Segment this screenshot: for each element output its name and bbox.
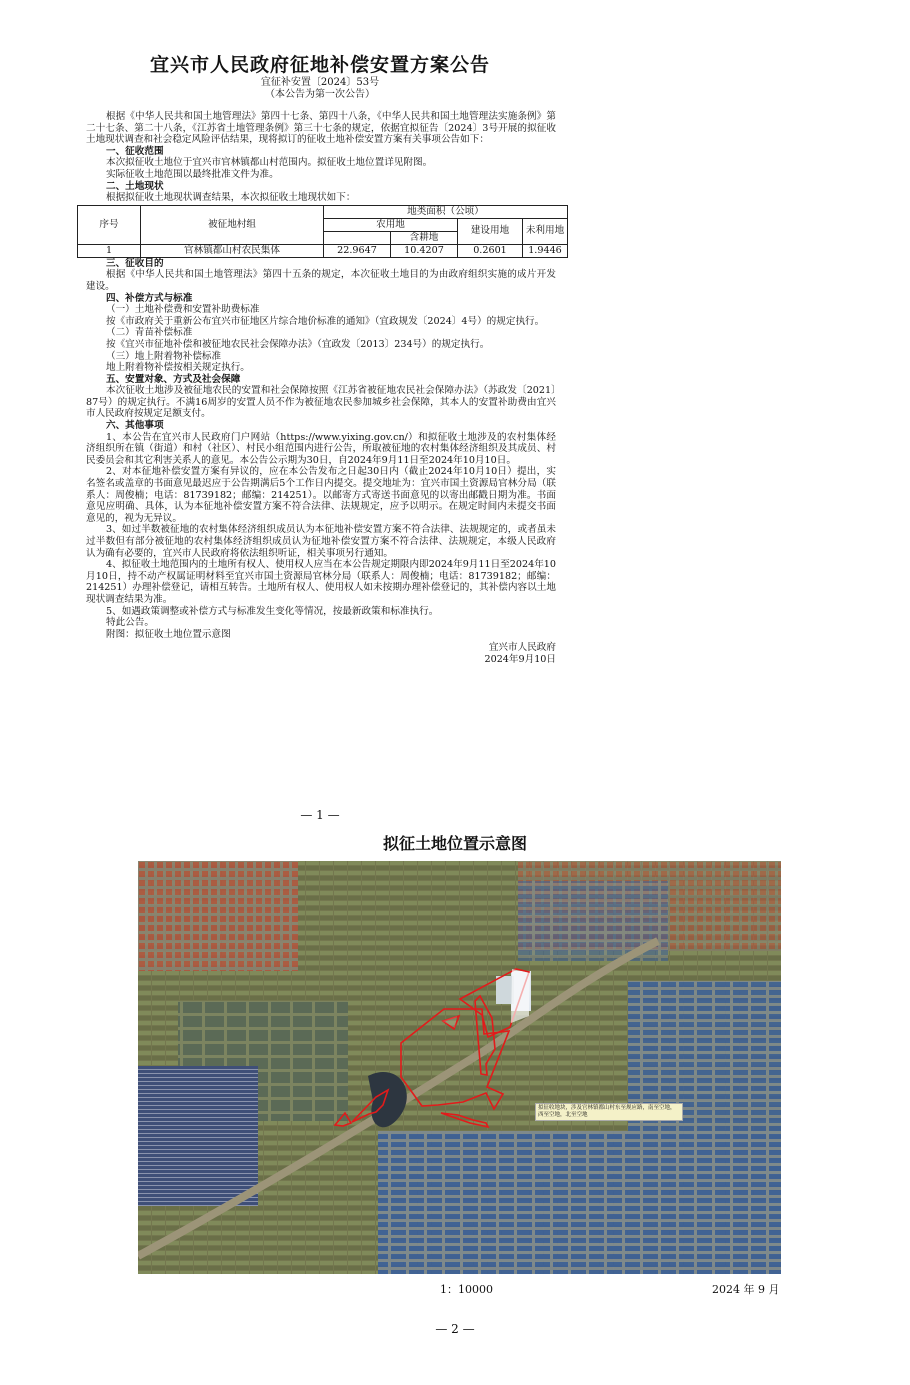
attachment-note: 附图：拟征收土地位置示意图 xyxy=(106,628,231,640)
section-heading: 三、征收目的 xyxy=(106,257,164,269)
map-scale: 1：10000 xyxy=(440,1283,493,1296)
paragraph: 本次拟征收土地位于宜兴市官林镇都山村范围内。拟征收土地位置详见附图。 xyxy=(106,157,433,169)
section-heading: 六、其他事项 xyxy=(106,420,164,432)
industrial-area xyxy=(378,1131,781,1274)
village-area xyxy=(138,861,298,971)
paragraph: 本次征收土地涉及被征地农民的安置和社会保障按照《江苏省被征地农民社会保障办法》（苏政发〔2021〕87号）的规定执行。不满16周岁的安置人员不作为被征地农民参加城乡社会保障，其本人的安置补助费由宜兴市人民政府按规定足额支付。 xyxy=(86,385,556,420)
map-title: 拟征土地位置示意图 xyxy=(382,834,527,853)
building xyxy=(496,976,514,1004)
section-heading: 四、补偿方式与标准 xyxy=(106,292,193,304)
paragraph: 实际征收土地范围以最终批准文件为准。 xyxy=(106,168,279,180)
list-item: 3、如过半数被征地的农村集体经济组织成员认为本征地补偿安置方案不符合法律、法规规定的，或者虽未过半数但有部分被征地的农村集体经济组织成员认为征地补偿安置方案不符合法律、法规规定，本级人民政府认为确有必要的，宜兴市人民政府将依法组织听证，相关事项另行通知。 xyxy=(86,524,556,559)
paragraph: 根据《中华人民共和国土地管理法》第四十五条的规定，本次征收土地目的为由政府组织实施的成片开发建设。 xyxy=(86,269,556,292)
notice-title: 宜兴市人民政府征地补偿安置方案公告 xyxy=(149,54,490,76)
list-item: 1、本公告在宜兴市人民政府门户网站（https://www.yixing.gov.cn/）和拟征收土地涉及的农村集体经济组织所在镇（街道）和村（社区）、村民小组范围内进行公告，所取被征地的农村集体经济组织及其成员、村民委员会和其它利害关系人的意见。本公告公示期为30日，自2024年9月11日至2024年10月10日。 xyxy=(86,431,556,466)
map-date: 2024 年 9 月 xyxy=(712,1283,780,1296)
table-cell: 10.4207 xyxy=(391,244,458,257)
page-number: — 1 — xyxy=(300,808,340,822)
list-item: 4、拟征收土地范围内的土地所有权人、使用权人应当在本公告规定期限内即2024年9月11日至2024年10月10日，持不动产权属证明材料至宜兴市国土资源局官林分局（联系人：周俊楠；电话：81739182；邮编：214251）办理补偿登记，请相互转告。土地所有权人、使用权人如未按期办理补偿登记的，其补偿内容以土地现状调查结果为准。 xyxy=(86,559,557,605)
closing: 特此公告。 xyxy=(106,617,154,629)
list-item: 2、对本征地补偿安置方案有异议的，应在本公告发布之日起30日内（截止2024年10月10日）提出，实名签名或盖章的书面意见最迟应于公告期满后5个工作日内提交。提交地址为：宜兴市国土资源局官林分局（联系人：周俊楠；电话：81739182；邮编：214251）。以邮寄方式寄送书面意见的以寄出邮戳日期为准。书面意见应明确、具体，认为本征地补偿安置方案不符合法律、法规规定，应予以明示。在规定时间内未提交书面意见的，视为无异议。 xyxy=(86,466,556,524)
notice-body xyxy=(86,111,565,666)
table-cell: 0.2601 xyxy=(458,244,523,257)
paragraph: 地上附着物补偿按相关规定执行。 xyxy=(106,362,250,374)
subheading: （三）地上附着物补偿标准 xyxy=(106,350,222,362)
map-legend: 拟征收地块，涉及官林镇都山村东至规应路，南至空地，西至空地，北至空地 xyxy=(535,1103,683,1121)
page-number: — 2 — xyxy=(435,1322,475,1336)
table-cell: 1 xyxy=(78,244,141,257)
document-number: 宜征补安置〔2024〕53号 xyxy=(260,77,380,88)
paragraph: 按《市政府关于重新公布宜兴市征地区片综合地价标准的通知》（宜政规发〔2024〕4号）的规定执行。 xyxy=(106,315,545,327)
subheading: （一）土地补偿费和安置补助费标准 xyxy=(106,304,260,316)
table-cell: 22.9647 xyxy=(324,244,391,257)
list-item: 5、如遇政策调整或补偿方式与标准发生变化等情况，按最新政策和标准执行。 xyxy=(106,605,439,617)
table-cell: 1.9446 xyxy=(523,244,568,257)
table-header: 被征地村组 xyxy=(141,205,324,244)
parcel-highlight xyxy=(511,969,530,1023)
table-row xyxy=(78,244,568,257)
solar-farm xyxy=(138,1066,258,1206)
section-heading: 二、土地现状 xyxy=(106,180,164,192)
satellite-map-image xyxy=(138,861,781,1274)
section-heading: 五、安置对象、方式及社会保障 xyxy=(106,373,241,385)
map-graphic xyxy=(138,861,781,1274)
issue-date: 2024年9月10日 xyxy=(484,653,556,665)
table-header: 建设用地 xyxy=(458,218,523,244)
paragraph: 根据拟征收土地现状调查结果，本次拟征收土地现状如下： xyxy=(106,192,356,204)
table-header: 序号 xyxy=(78,205,141,244)
table-header: 未利用地 xyxy=(523,218,568,244)
land-status-table xyxy=(77,205,568,258)
table-header: 地类面积（公顷） xyxy=(324,205,568,218)
table-cell: 官林镇都山村农民集体 xyxy=(141,244,324,257)
notice-round: （本公告为第一次公告） xyxy=(265,89,375,100)
section-heading: 一、征收范围 xyxy=(106,145,164,157)
table-header: 含耕地 xyxy=(391,231,458,244)
intro-paragraph: 根据《中华人民共和国土地管理法》第四十七条、第四十八条，《中华人民共和国土地管理法实施条例》第二十七条、第二十八条，《江苏省土地管理条例》第三十七条的规定，依据宜拟征告〔2024〕3号开展的拟征收土地现状调查和社会稳定风险评估结果，现将拟订的征收土地补偿安置方案有关事项公告如下： xyxy=(86,111,556,146)
subheading: （二）青苗补偿标准 xyxy=(106,327,193,339)
paragraph: 按《宜兴市征地补偿和被征地农民社会保障办法》（宜政发〔2013〕234号）的规定执行。 xyxy=(106,338,490,350)
table-header: 农用地 xyxy=(324,218,458,231)
issuer: 宜兴市人民政府 xyxy=(488,642,556,654)
